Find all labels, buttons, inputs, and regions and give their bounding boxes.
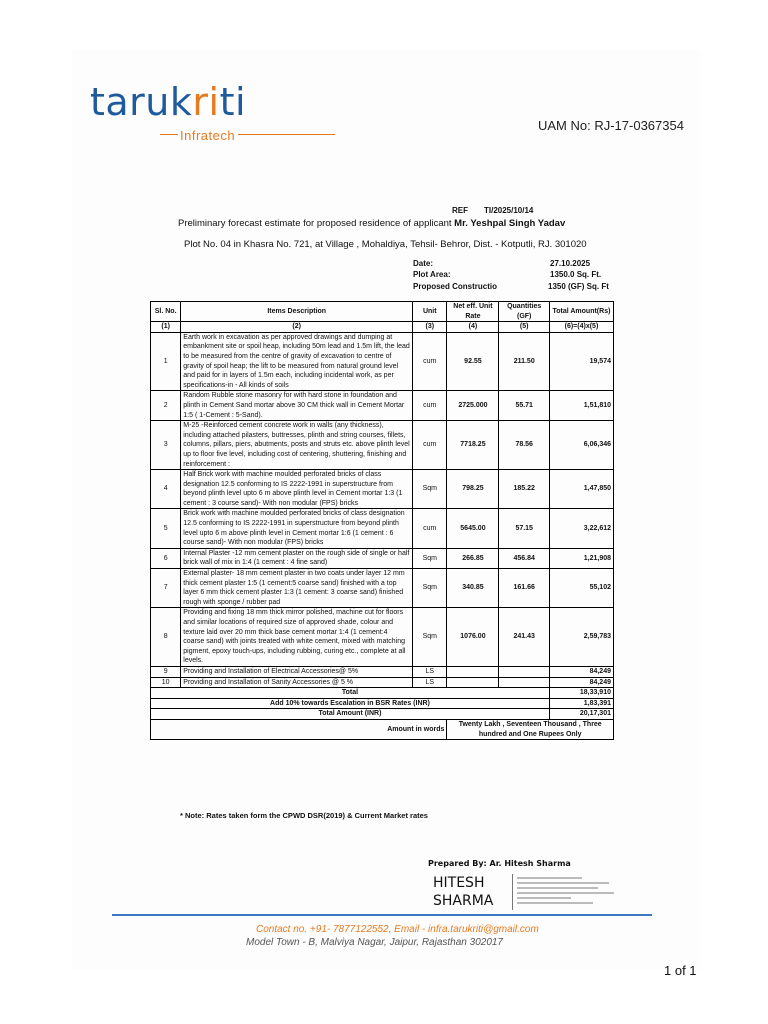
table-row: [151, 569, 614, 608]
row-qty: 78.56: [499, 421, 549, 470]
footer-divider: [112, 914, 652, 916]
escalation-label: Add 10% towards Escalation in BSR Rates (INR): [151, 698, 550, 709]
row-desc: Earth work in excavation as per approved drawings and dumping at embankment site or spoil heap, including 50m lead and 1.5m lift, the lead to be measured from the centre of gravity of excavation to centre of gravity of spoil heap; the lift to be measured from natural ground level and paid for in layers of 1.5m each, including incidental work, as per specifications-in - All kinds of soils: [181, 332, 413, 391]
table-row: [151, 332, 614, 391]
row-rate: [447, 666, 499, 677]
row-sl: 3: [151, 421, 181, 470]
row-unit: LS: [413, 666, 447, 677]
rates-note: * Note: Rates taken form the CPWD DSR(2019) & Current Market rates: [180, 811, 428, 820]
meta-construction-value: 1350 (GF) Sq. Ft: [548, 282, 609, 291]
row-amount: 6,06,346: [549, 421, 613, 470]
amount-words-row: [151, 719, 614, 739]
row-rate: 2725.000: [447, 391, 499, 421]
row-unit: cum: [413, 509, 447, 548]
row-rate: 340.85: [447, 569, 499, 608]
table-row: [151, 509, 614, 548]
row-rate: 1076.00: [447, 608, 499, 667]
estimate-table: [150, 301, 614, 740]
logo-prefix: taruk: [90, 80, 193, 124]
row-unit: Sqm: [413, 470, 447, 509]
ref-label: REF: [452, 206, 468, 215]
page-counter: 1 of 1: [664, 963, 697, 978]
row-unit: Sqm: [413, 569, 447, 608]
total-value: 18,33,910: [549, 688, 613, 699]
row-amount: 1,51,810: [549, 391, 613, 421]
row-sl: 9: [151, 666, 181, 677]
row-desc: Providing and fixing 18 mm thick mirror polished, machine cut for floors and similar locations of required size of approved shade, colour and texture laid over 20 mm thick base cement mortar 1:4 (1 cement:4 coarse sand) with joints treated with white cement, mixed with matching pigment, epoxy touch-ups, including rubbing, curing etc., complete at all levels.: [181, 608, 413, 667]
row-amount: 1,21,908: [549, 548, 613, 568]
footer-contact: Contact no. +91- 7877122552, Email - infra.tarukriti@gmail.com: [256, 924, 539, 935]
row-rate: 92.55: [447, 332, 499, 391]
amount-words-value: Twenty Lakh , Seventeen Thousand , Three hundred and One Rupees Only: [447, 719, 614, 739]
row-desc: Random Rubble stone masonry for with hard stone in foundation and plinth in Cement Sand mortar above 30 CM thick wall in Cement Mortar 1:5 ( 1-Cement : 5-Sand).: [181, 391, 413, 421]
row-rate: 266.85: [447, 548, 499, 568]
row-rate: 5645.00: [447, 509, 499, 548]
row-sl: 1: [151, 332, 181, 391]
row-rate: 798.25: [447, 470, 499, 509]
index-5: (5): [499, 322, 549, 333]
logo-rule-right: [238, 134, 335, 135]
row-rate: [447, 677, 499, 688]
row-qty: 185.22: [499, 470, 549, 509]
table-row: [151, 548, 614, 568]
logo-rule-left: [160, 134, 178, 135]
meta-date-label: Date:: [413, 259, 434, 268]
meta-date-value: 27.10.2025: [550, 259, 591, 268]
row-qty: 55.71: [499, 391, 549, 421]
amount-words-label: Amount in words: [151, 719, 447, 739]
table-row: [151, 470, 614, 509]
prepared-by: Prepared By: Ar. Hitesh Sharma: [428, 859, 571, 868]
index-4: (4): [447, 322, 499, 333]
table-index-row: [151, 322, 614, 333]
header-desc: Items Description: [181, 302, 413, 322]
applicant-name: Mr. Yeshpal Singh Yadav: [454, 218, 566, 229]
meta-plot-area-value: 1350.0 Sq. Ft.: [550, 270, 602, 279]
header-amount: Total Amount(Rs): [549, 302, 613, 322]
index-3: (3): [413, 322, 447, 333]
index-2: (2): [181, 322, 413, 333]
row-desc: M-25 -Reinforced cement concrete work in walls (any thickness), including attached pilasters, buttresses, plinth and string courses, fillets, columns, pillars, piers, abutments, posts and struts etc. above plinth level up to floor five level, including cost of centering, shuttering, finishing and reinforcement :: [181, 421, 413, 470]
row-sl: 4: [151, 470, 181, 509]
total-amount-value: 20,17,301: [549, 709, 613, 720]
row-unit: cum: [413, 421, 447, 470]
total-row: [151, 688, 614, 699]
logo-subtitle: Infratech: [180, 128, 236, 143]
row-qty: 161.66: [499, 569, 549, 608]
header-sl: Sl. No.: [151, 302, 181, 322]
digital-signature-stamp: [512, 874, 621, 910]
header-qty: Quantities (GF): [499, 302, 549, 322]
table-row: [151, 608, 614, 667]
total-amount-row: [151, 709, 614, 720]
header-unit: Unit: [413, 302, 447, 322]
row-qty: 241.43: [499, 608, 549, 667]
row-sl: 5: [151, 509, 181, 548]
row-unit: cum: [413, 391, 447, 421]
row-amount: 3,22,612: [549, 509, 613, 548]
row-qty: 456.84: [499, 548, 549, 568]
plot-line: Plot No. 04 in Khasra No. 721, at Village , Mohaldiya, Tehsil- Behror, Dist. - Kotputli, RJ. 301020: [184, 239, 587, 250]
row-unit: cum: [413, 332, 447, 391]
row-unit: LS: [413, 677, 447, 688]
document-heading: [178, 218, 565, 229]
row-unit: Sqm: [413, 608, 447, 667]
row-sl: 8: [151, 608, 181, 667]
row-sl: 2: [151, 391, 181, 421]
row-desc: Half Brick work with machine moulded perforated bricks of class designation 12.5 conforming to IS 2222-1991 in superstructure from beyond plinth level upto 6 m above plinth level in Cement mortar 1:3 (1 cement : 3 course sand)- With non modular (FPS) bricks: [181, 470, 413, 509]
row-rate: 7718.25: [447, 421, 499, 470]
row-amount: 84,249: [549, 677, 613, 688]
signature-name: [433, 874, 493, 910]
table-row: [151, 677, 614, 688]
row-sl: 7: [151, 569, 181, 608]
row-desc: Providing and Installation of Sanity Accessories @ 5 %: [181, 677, 413, 688]
row-desc: Providing and Installation of Electrical Accessories@ 5%: [181, 666, 413, 677]
total-label: Total: [151, 688, 550, 699]
heading-text: Preliminary forecast estimate for proposed residence of applicant: [178, 218, 455, 229]
row-unit: Sqm: [413, 548, 447, 568]
table-header-row: [151, 302, 614, 322]
meta-plot-area-label: Plot Area:: [413, 270, 451, 279]
table-row: [151, 421, 614, 470]
ref-value: TI/2025/10/14: [484, 206, 534, 215]
escalation-value: 1,83,391: [549, 698, 613, 709]
row-sl: 6: [151, 548, 181, 568]
footer-address: Model Town - B, Malviya Nagar, Jaipur, Rajasthan 302017: [246, 937, 503, 948]
uam-number: UAM No: RJ-17-0367354: [538, 118, 684, 133]
row-qty: [499, 666, 549, 677]
row-desc: Internal Plaster -12 mm cement plaster on the rough side of single or half brick wall of mix in 1:4 (1 cement : 4 fine sand): [181, 548, 413, 568]
row-amount: 2,59,783: [549, 608, 613, 667]
signature-last-name: SHARMA: [433, 893, 494, 909]
logo-suffix: ti: [219, 80, 247, 124]
total-amount-label: Total Amount (INR): [151, 709, 550, 720]
row-qty: 211.50: [499, 332, 549, 391]
row-qty: 57.15: [499, 509, 549, 548]
table-row: [151, 391, 614, 421]
meta-construction-label: Proposed Constructio: [413, 282, 498, 291]
index-6: (6)=(4)x(5): [549, 322, 613, 333]
table-row: [151, 666, 614, 677]
escalation-row: [151, 698, 614, 709]
index-1: (1): [151, 322, 181, 333]
header-rate: Net eff. Unit Rate: [447, 302, 499, 322]
logo-accent: ri: [192, 80, 220, 124]
row-amount: 55,102: [549, 569, 613, 608]
row-qty: [499, 677, 549, 688]
row-amount: 84,249: [549, 666, 613, 677]
row-sl: 10: [151, 677, 181, 688]
row-desc: External plaster- 18 mm cement plaster in two coats under layer 12 mm thick cement plaster 1:5 (1 cement:5 coarse sand) finished with a top layer 6 mm thick cement plaster 1:3 (1 cement: 3 coarse sand) finished rough with sponge / rubber pad: [181, 569, 413, 608]
signature-first-name: HITESH: [433, 875, 485, 891]
row-amount: 19,574: [549, 332, 613, 391]
row-amount: 1,47,850: [549, 470, 613, 509]
row-desc: Brick work with machine moulded perforated bricks of class designation 12.5 conforming to IS 2222-1991 in superstructure from beyond plinth level upto 6 m above plinth level in Cement mortar 1:6 (1 cement : 6 course sand)- With non modular (FPS) bricks: [181, 509, 413, 548]
company-logo: [90, 80, 246, 124]
